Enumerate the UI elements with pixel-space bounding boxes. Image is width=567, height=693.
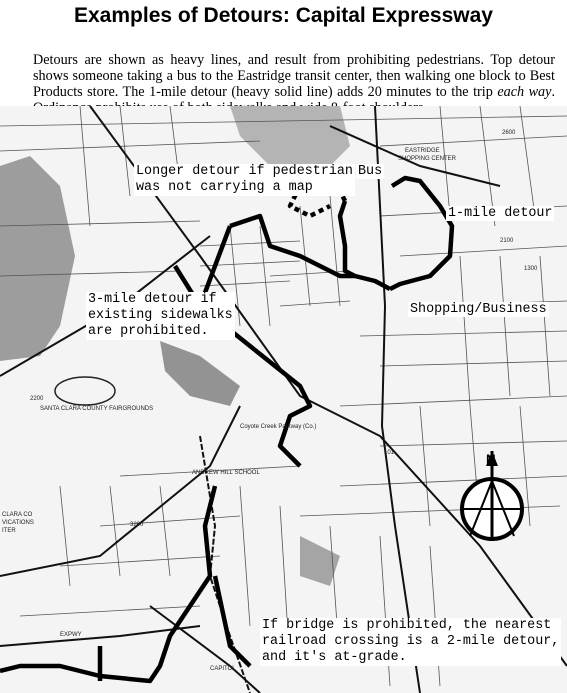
intro-part2: . (551, 84, 555, 101)
label-2600: 2600 (502, 130, 516, 136)
highway-101 (375, 106, 420, 693)
label-clara-co: CLARA CO (2, 512, 33, 518)
bridge-detour-b (215, 576, 250, 666)
intro-part1: Detours are shown as heavy lines, and result from prohibiting pedestrians. Top detour shows someone taking a bus to the Eastridge transit center, then walking one block to Best Products store. The 1-mile detour (heavy solid line) adds 20 minutes to the trip (33, 52, 555, 101)
intro-emphasis: each way (497, 84, 552, 101)
label-eastridge: EASTRIDGE (405, 148, 440, 154)
fairgrounds-track (55, 377, 115, 405)
label-andrew-hill: ANDREW HILL SCHOOL (192, 470, 260, 476)
park-area-left (0, 156, 75, 361)
one-mile-detour (390, 178, 452, 289)
page-title: Examples of Detours: Capital Expressway (74, 4, 493, 27)
callout-bridge: If bridge is prohibited, the nearest railroad crossing is a 2-mile detour, and it's at-grade. (262, 618, 560, 665)
label-iter: ITER (2, 528, 16, 534)
callout-bus: Bus (358, 164, 383, 179)
street-map (0, 106, 567, 693)
label-route-101: 101 (384, 450, 395, 456)
label-expwy: EXPWY (60, 632, 82, 638)
creek-park (160, 341, 240, 406)
callout-longer-detour: Longer detour if pedestrian was not carrying a map (136, 164, 353, 195)
label-capitol: CAPITOL (210, 666, 236, 672)
cross-road (0, 406, 240, 576)
label-3200: 3200 (130, 522, 144, 528)
label-1300: 1300 (524, 266, 538, 272)
label-vications: VICATIONS (2, 520, 34, 526)
compass-north-label: N (486, 452, 496, 467)
label-2200: 2200 (30, 396, 44, 402)
callout-shopping: Shopping/Business (410, 302, 547, 317)
label-shopping-center: SHOPPING CENTER (398, 156, 457, 162)
callout-three-mile: 3-mile detour if existing sidewalks are prohibited. (88, 292, 233, 339)
callout-one-mile: 1-mile detour (448, 206, 553, 221)
label-2100: 2100 (500, 238, 514, 244)
label-coyote: Coyote Creek Parkway (Co.) (240, 424, 317, 430)
label-fairgrounds: SANTA CLARA COUNTY FAIRGROUNDS (40, 406, 154, 412)
